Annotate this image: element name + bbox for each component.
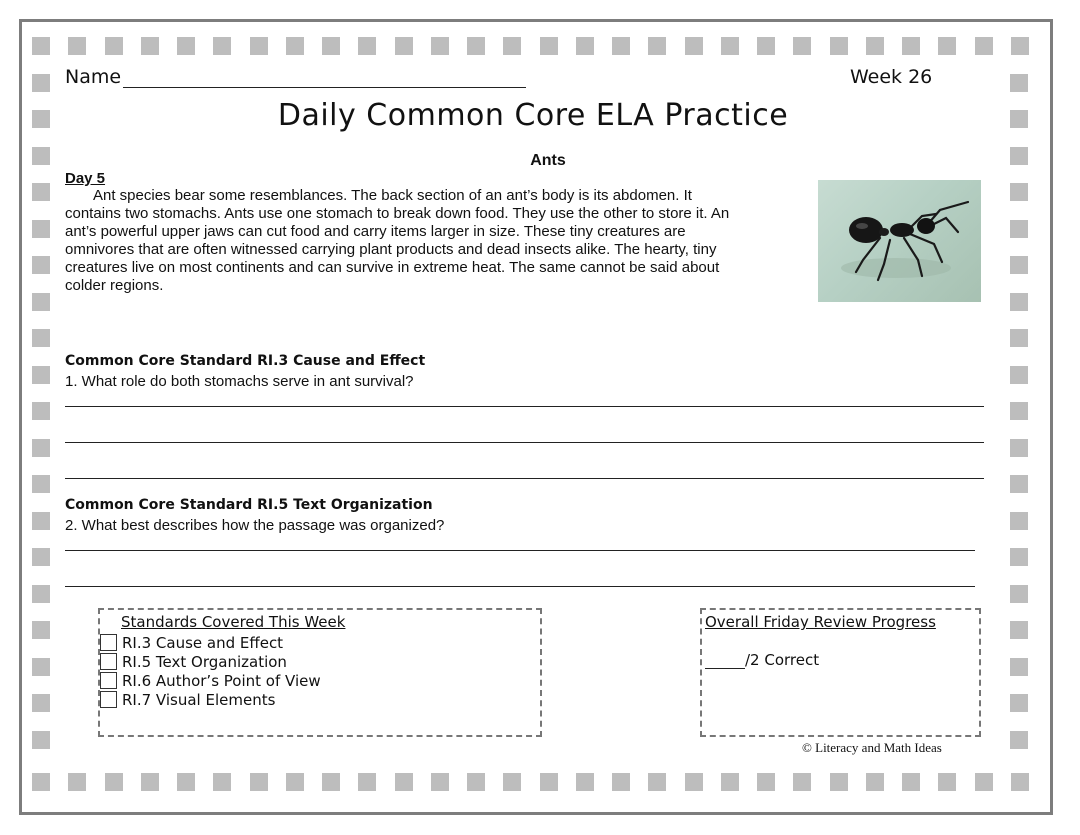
checkbox[interactable] <box>100 653 117 670</box>
border-square <box>866 773 884 791</box>
progress-box-title: Overall Friday Review Progress <box>705 613 936 631</box>
passage-line: Ant species bear some resemblances. The back section of an ant’s body is its abdomen. It <box>93 187 692 204</box>
border-square <box>32 220 50 238</box>
checkbox[interactable] <box>100 691 117 708</box>
border-square <box>685 37 703 55</box>
border-square <box>322 773 340 791</box>
border-square <box>793 773 811 791</box>
border-square <box>32 773 50 791</box>
border-square <box>32 658 50 676</box>
standard-heading-ri3: Common Core Standard RI.3 Cause and Effect <box>65 353 426 369</box>
standard-item-label: RI.3 Cause and Effect <box>122 633 284 652</box>
border-square <box>32 37 50 55</box>
answer-line[interactable] <box>65 478 984 479</box>
border-square <box>141 773 159 791</box>
passage-line: ant’s powerful upper jaws can cut food and carry items larger in size. These tiny creatures are <box>65 222 686 240</box>
standard-item-label: RI.7 Visual Elements <box>122 690 276 709</box>
border-square <box>32 183 50 201</box>
border-square <box>938 37 956 55</box>
border-square <box>177 37 195 55</box>
ant-illustration <box>818 180 981 302</box>
passage-line: colder regions. <box>65 276 164 294</box>
border-square <box>503 37 521 55</box>
border-square <box>1010 366 1028 384</box>
border-square <box>32 585 50 603</box>
border-square <box>503 773 521 791</box>
border-square <box>612 773 630 791</box>
border-square <box>1010 293 1028 311</box>
border-square <box>648 37 666 55</box>
standard-item[interactable] <box>100 671 321 690</box>
answer-line[interactable] <box>65 586 975 587</box>
border-square <box>1010 74 1028 92</box>
border-square <box>540 37 558 55</box>
passage-title: Ants <box>530 152 566 169</box>
border-square <box>866 37 884 55</box>
border-square <box>1010 475 1028 493</box>
border-square <box>213 37 231 55</box>
checkbox[interactable] <box>100 634 117 651</box>
day-label: Day 5 <box>65 170 106 187</box>
border-square <box>938 773 956 791</box>
border-square <box>105 773 123 791</box>
question-1: 1. What role do both stomachs serve in ant survival? <box>65 373 414 390</box>
border-square <box>721 37 739 55</box>
answer-line[interactable] <box>65 550 975 551</box>
border-square <box>395 773 413 791</box>
border-square <box>1010 329 1028 347</box>
standards-box-title: Standards Covered This Week <box>121 613 346 631</box>
week-label: Week 26 <box>850 66 933 88</box>
border-square <box>32 694 50 712</box>
border-square <box>793 37 811 55</box>
standard-item[interactable] <box>100 690 275 709</box>
border-square <box>431 37 449 55</box>
border-square <box>1010 658 1028 676</box>
border-square <box>1010 512 1028 530</box>
page-title: Daily Common Core ELA Practice <box>277 98 789 133</box>
border-square <box>32 621 50 639</box>
border-square <box>1010 694 1028 712</box>
score-field[interactable] <box>705 651 819 669</box>
border-square <box>1010 439 1028 457</box>
passage-line: omnivores that are often witnessed carrying plant products and dead insects alike. The hearty, tiny <box>65 240 717 258</box>
border-square <box>757 37 775 55</box>
border-square <box>830 773 848 791</box>
standard-item-label: RI.6 Author’s Point of View <box>122 671 321 690</box>
border-square <box>431 773 449 791</box>
border-square <box>177 773 195 791</box>
border-square <box>612 37 630 55</box>
standard-item[interactable] <box>100 652 287 671</box>
border-square <box>576 773 594 791</box>
border-square <box>32 74 50 92</box>
border-square <box>467 773 485 791</box>
border-square <box>105 37 123 55</box>
standard-item[interactable] <box>100 633 283 652</box>
name-blank[interactable] <box>123 69 526 88</box>
passage-text <box>65 187 815 294</box>
border-square <box>32 439 50 457</box>
border-square <box>1010 621 1028 639</box>
border-square <box>1010 402 1028 420</box>
border-square <box>902 773 920 791</box>
border-square <box>32 548 50 566</box>
border-square <box>32 366 50 384</box>
score-blank[interactable] <box>705 654 745 669</box>
passage-line: contains two stomachs. Ants use one stomach to break down food. They use the other to store it. An <box>65 204 730 222</box>
standard-heading-ri5: Common Core Standard RI.5 Text Organization <box>65 497 433 513</box>
border-square <box>250 773 268 791</box>
border-square <box>32 402 50 420</box>
passage-line: creatures live on most continents and can survive in extreme heat. The same cannot be said about <box>65 258 720 276</box>
border-square <box>286 773 304 791</box>
border-square <box>68 37 86 55</box>
border-square <box>648 773 666 791</box>
border-square <box>358 37 376 55</box>
name-field[interactable] <box>65 66 526 88</box>
border-square <box>395 37 413 55</box>
border-square <box>467 37 485 55</box>
border-square <box>213 773 231 791</box>
border-square <box>1011 37 1029 55</box>
ant-photo <box>818 180 981 302</box>
standard-item-label: RI.5 Text Organization <box>122 652 287 671</box>
copyright: © Literacy and Math Ideas <box>802 740 942 755</box>
border-square <box>68 773 86 791</box>
border-square <box>358 773 376 791</box>
border-square <box>576 37 594 55</box>
border-square <box>1010 183 1028 201</box>
border-square <box>32 512 50 530</box>
border-square <box>830 37 848 55</box>
question-2: 2. What best describes how the passage was organized? <box>65 517 445 534</box>
border-square <box>1011 773 1029 791</box>
border-square <box>1010 256 1028 274</box>
border-square <box>1010 585 1028 603</box>
border-square <box>902 37 920 55</box>
border-square <box>32 293 50 311</box>
border-square <box>685 773 703 791</box>
border-square <box>250 37 268 55</box>
border-square <box>286 37 304 55</box>
border-square <box>721 773 739 791</box>
score-label: /2 Correct <box>745 651 820 669</box>
border-square <box>975 773 993 791</box>
name-label: Name <box>65 66 122 88</box>
border-square <box>540 773 558 791</box>
answer-line[interactable] <box>65 406 984 407</box>
border-square <box>757 773 775 791</box>
answer-line[interactable] <box>65 442 984 443</box>
border-square <box>32 731 50 749</box>
border-square <box>975 37 993 55</box>
checkbox[interactable] <box>100 672 117 689</box>
border-square <box>32 256 50 274</box>
border-square <box>1010 220 1028 238</box>
border-square <box>1010 548 1028 566</box>
border-square <box>32 329 50 347</box>
border-square <box>32 475 50 493</box>
border-square <box>322 37 340 55</box>
border-square <box>141 37 159 55</box>
border-square <box>1010 731 1028 749</box>
